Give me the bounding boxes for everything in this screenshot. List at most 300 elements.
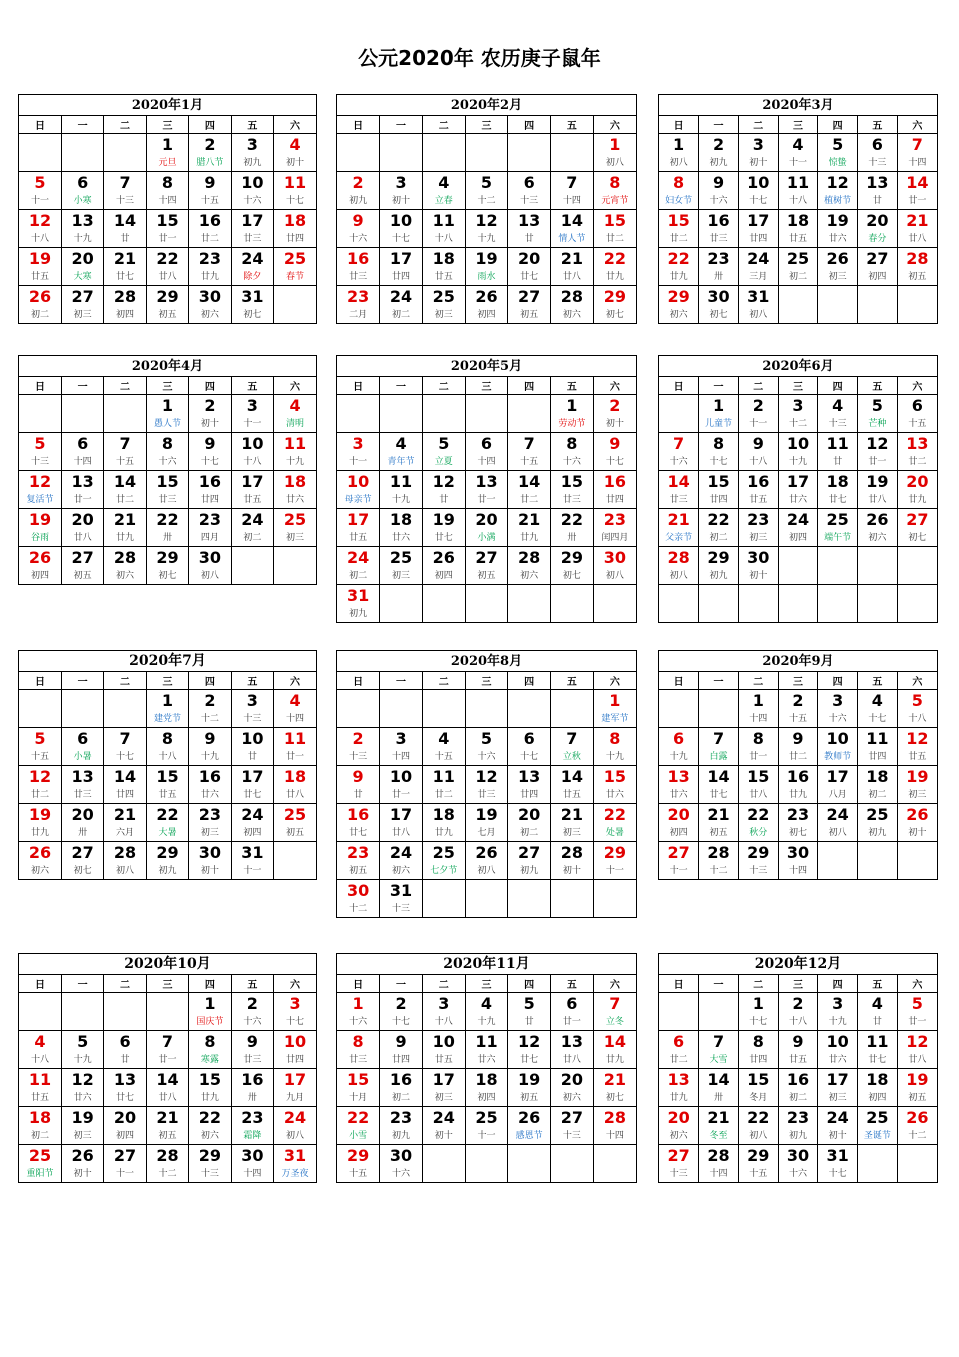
lunar-date: 初五 xyxy=(520,310,539,320)
lunar-date: 十二 xyxy=(908,1131,927,1141)
day-cell xyxy=(897,471,937,509)
day-cell xyxy=(422,766,465,804)
day-number: 26 xyxy=(906,1108,929,1127)
week-row xyxy=(659,471,937,509)
lunar-date: 廿七 xyxy=(868,1055,887,1065)
weekday-label: 三 xyxy=(778,975,818,993)
day-number: 20 xyxy=(518,805,541,824)
day-number: 18 xyxy=(28,1108,52,1127)
day-cell xyxy=(551,993,594,1031)
lunar-date: 十五 xyxy=(200,196,219,206)
day-cell xyxy=(699,547,739,585)
day-cell xyxy=(189,993,231,1031)
weekday-label: 一 xyxy=(699,975,739,993)
day-number: 6 xyxy=(480,434,493,453)
festival-label: 植树节 xyxy=(824,196,852,206)
day-number: 6 xyxy=(911,396,923,415)
day-cell xyxy=(738,210,778,248)
empty-day-cell xyxy=(61,993,103,1031)
lunar-date: 十八 xyxy=(749,457,768,467)
lunar-date: 初六 xyxy=(562,1093,581,1103)
day-number: 28 xyxy=(707,1146,730,1165)
festival-label: 寒露 xyxy=(200,1055,219,1065)
day-number: 15 xyxy=(707,472,730,491)
week-row xyxy=(659,547,937,585)
day-cell xyxy=(19,1145,61,1183)
lunar-date: 十二 xyxy=(788,419,807,429)
day-cell xyxy=(778,134,818,172)
weekday-label: 六 xyxy=(274,377,316,395)
day-cell xyxy=(19,248,61,286)
lunar-date: 廿二 xyxy=(434,790,453,800)
day-number: 24 xyxy=(432,1108,455,1127)
festival-label: 建党节 xyxy=(153,714,181,724)
day-cell xyxy=(818,248,858,286)
day-number: 24 xyxy=(389,287,413,306)
weekday-label: 日 xyxy=(19,672,61,690)
day-cell xyxy=(858,1031,898,1069)
day-number: 14 xyxy=(707,767,730,786)
month-calendar xyxy=(658,650,938,880)
festival-label: 处暑 xyxy=(605,828,624,838)
day-number: 20 xyxy=(906,472,929,491)
lunar-date: 廿一 xyxy=(158,234,177,244)
week-row xyxy=(337,880,636,918)
day-cell xyxy=(659,134,699,172)
day-cell xyxy=(422,210,465,248)
weekday-label: 六 xyxy=(274,116,316,134)
month-title: 2020年3月 xyxy=(659,95,937,116)
week-row xyxy=(19,804,316,842)
lunar-date: 廿一 xyxy=(908,196,927,206)
day-cell xyxy=(858,210,898,248)
day-cell xyxy=(19,1107,61,1145)
day-cell xyxy=(422,1031,465,1069)
day-cell xyxy=(380,286,423,324)
day-cell xyxy=(508,1069,551,1107)
lunar-date: 十六 xyxy=(243,196,262,206)
week-row xyxy=(337,1069,636,1107)
day-number: 30 xyxy=(747,548,770,567)
month-grid xyxy=(19,975,316,1182)
lunar-date: 廿六 xyxy=(788,495,807,505)
empty-day-cell xyxy=(778,286,818,324)
festival-label: 秋分 xyxy=(749,828,768,838)
lunar-date: 廿八 xyxy=(286,790,305,800)
day-cell xyxy=(508,728,551,766)
day-cell xyxy=(61,547,103,585)
lunar-date: 初三 xyxy=(392,571,411,581)
week-row xyxy=(19,172,316,210)
day-cell xyxy=(422,728,465,766)
day-cell xyxy=(61,210,103,248)
day-number: 27 xyxy=(71,843,94,862)
lunar-date: 初五 xyxy=(908,272,927,282)
weekday-label: 六 xyxy=(593,975,636,993)
lunar-date: 廿 xyxy=(524,234,534,244)
lunar-date: 十九 xyxy=(477,1017,496,1027)
day-number: 27 xyxy=(518,843,541,862)
day-cell xyxy=(231,1031,273,1069)
lunar-date: 廿 xyxy=(353,790,363,800)
lunar-date: 廿二 xyxy=(30,790,49,800)
day-cell xyxy=(897,509,937,547)
day-number: 25 xyxy=(28,1146,52,1165)
day-number: 12 xyxy=(28,767,52,786)
day-number: 26 xyxy=(71,1146,94,1165)
day-number: 3 xyxy=(246,396,258,415)
lunar-date: 廿六 xyxy=(477,1055,496,1065)
empty-day-cell xyxy=(465,134,508,172)
lunar-date: 十五 xyxy=(749,1169,768,1179)
empty-day-cell xyxy=(508,585,551,623)
lunar-date: 十四 xyxy=(392,752,411,762)
day-cell xyxy=(593,1031,636,1069)
day-number: 23 xyxy=(346,287,370,306)
day-number: 18 xyxy=(283,211,307,230)
day-cell xyxy=(380,728,423,766)
day-number: 13 xyxy=(560,1032,583,1051)
weekday-label: 一 xyxy=(61,116,103,134)
lunar-date: 十二 xyxy=(158,1169,177,1179)
festival-label: 大雪 xyxy=(709,1055,728,1065)
week-row xyxy=(19,471,316,509)
weekday-label: 日 xyxy=(659,116,699,134)
weekday-label: 六 xyxy=(897,975,937,993)
lunar-date: 廿四 xyxy=(868,752,887,762)
lunar-date: 廿九 xyxy=(669,272,688,282)
week-row xyxy=(337,1031,636,1069)
week-row xyxy=(659,728,937,766)
weekday-header-row xyxy=(19,377,316,395)
day-cell xyxy=(551,1031,594,1069)
day-cell xyxy=(231,804,273,842)
day-cell xyxy=(422,804,465,842)
lunar-date: 初五 xyxy=(709,828,728,838)
day-cell xyxy=(231,842,273,880)
empty-day-cell xyxy=(337,690,380,728)
lunar-date: 廿 xyxy=(247,752,257,762)
weekday-label: 六 xyxy=(897,377,937,395)
lunar-date: 廿八 xyxy=(562,1055,581,1065)
day-number: 26 xyxy=(28,287,52,306)
day-cell xyxy=(231,1107,273,1145)
day-number: 15 xyxy=(747,1070,770,1089)
lunar-date: 廿三 xyxy=(349,272,368,282)
empty-day-cell xyxy=(593,880,636,918)
weekday-label: 一 xyxy=(380,975,423,993)
day-cell xyxy=(699,172,739,210)
day-number: 31 xyxy=(747,287,770,306)
day-number: 20 xyxy=(71,805,94,824)
day-number: 22 xyxy=(560,510,583,529)
lunar-date: 十四 xyxy=(158,196,177,206)
lunar-date: 初八 xyxy=(828,828,847,838)
day-number: 27 xyxy=(518,287,541,306)
lunar-date: 初六 xyxy=(116,571,135,581)
weekday-label: 一 xyxy=(380,116,423,134)
day-number: 12 xyxy=(28,472,52,491)
day-cell xyxy=(380,433,423,471)
lunar-date: 廿三 xyxy=(669,495,688,505)
lunar-date: 初八 xyxy=(200,571,219,581)
day-cell xyxy=(778,433,818,471)
empty-day-cell xyxy=(508,690,551,728)
weekday-label: 二 xyxy=(104,975,146,993)
festival-label: 雨水 xyxy=(477,272,496,282)
lunar-date: 十六 xyxy=(477,752,496,762)
lunar-date: 廿四 xyxy=(200,495,219,505)
empty-day-cell xyxy=(61,395,103,433)
lunar-date: 廿九 xyxy=(30,828,49,838)
weekday-label: 五 xyxy=(551,672,594,690)
lunar-date: 十八 xyxy=(908,714,927,724)
day-cell xyxy=(897,766,937,804)
day-cell xyxy=(274,804,316,842)
day-cell xyxy=(61,248,103,286)
day-cell xyxy=(189,842,231,880)
day-number: 12 xyxy=(475,767,498,786)
day-cell xyxy=(337,547,380,585)
lunar-date: 十三 xyxy=(116,196,135,206)
lunar-date: 廿二 xyxy=(605,234,624,244)
lunar-date: 十九 xyxy=(669,752,688,762)
empty-day-cell xyxy=(858,585,898,623)
day-number: 16 xyxy=(346,805,370,824)
empty-day-cell xyxy=(380,585,423,623)
day-number: 10 xyxy=(346,472,370,491)
day-cell xyxy=(465,433,508,471)
day-number: 18 xyxy=(786,211,810,230)
day-cell xyxy=(104,766,146,804)
day-cell xyxy=(146,248,188,286)
lunar-date: 廿九 xyxy=(520,533,539,543)
lunar-date: 十五 xyxy=(788,714,807,724)
day-cell xyxy=(858,134,898,172)
lunar-date: 廿八 xyxy=(158,1093,177,1103)
festival-label: 教师节 xyxy=(824,752,852,762)
lunar-date: 初六 xyxy=(520,571,539,581)
lunar-date: 十六 xyxy=(788,1169,807,1179)
empty-day-cell xyxy=(858,1145,898,1183)
day-number: 21 xyxy=(707,1108,730,1127)
lunar-date: 廿五 xyxy=(30,1093,49,1103)
day-cell xyxy=(778,842,818,880)
lunar-date: 廿四 xyxy=(286,234,305,244)
weekday-label: 日 xyxy=(19,975,61,993)
day-number: 30 xyxy=(786,1146,810,1165)
day-number: 16 xyxy=(603,472,626,491)
lunar-date: 廿 xyxy=(872,196,882,206)
day-cell xyxy=(465,804,508,842)
day-number: 30 xyxy=(603,548,626,567)
day-cell xyxy=(551,286,594,324)
day-number: 4 xyxy=(832,396,844,415)
day-cell xyxy=(337,286,380,324)
lunar-date: 初三 xyxy=(286,533,305,543)
lunar-date: 冬月 xyxy=(749,1093,768,1103)
day-number: 24 xyxy=(283,1108,307,1127)
empty-day-cell xyxy=(146,993,188,1031)
lunar-date: 十三 xyxy=(243,714,262,724)
day-cell xyxy=(858,248,898,286)
lunar-date: 初九 xyxy=(868,828,887,838)
weekday-label: 四 xyxy=(189,377,231,395)
day-cell xyxy=(380,509,423,547)
lunar-date: 卅 xyxy=(714,272,724,282)
weekday-label: 五 xyxy=(858,975,898,993)
day-number: 26 xyxy=(866,510,889,529)
lunar-date: 十五 xyxy=(520,457,539,467)
week-row xyxy=(19,1031,316,1069)
day-cell xyxy=(422,471,465,509)
festival-label: 小满 xyxy=(477,533,496,543)
day-number: 8 xyxy=(566,434,578,453)
day-cell xyxy=(146,766,188,804)
day-number: 1 xyxy=(161,691,174,710)
month-title: 2020年11月 xyxy=(337,954,636,975)
week-row xyxy=(337,1145,636,1183)
lunar-date: 十九 xyxy=(788,457,807,467)
empty-day-cell xyxy=(508,1145,551,1183)
day-cell xyxy=(104,248,146,286)
day-number: 13 xyxy=(667,767,690,786)
weekday-label: 日 xyxy=(337,975,380,993)
day-cell xyxy=(380,210,423,248)
day-number: 21 xyxy=(113,510,137,529)
empty-day-cell xyxy=(659,395,699,433)
day-number: 12 xyxy=(906,729,929,748)
empty-day-cell xyxy=(465,880,508,918)
day-cell xyxy=(274,134,316,172)
day-cell xyxy=(380,547,423,585)
weekday-label: 四 xyxy=(189,975,231,993)
day-number: 17 xyxy=(241,211,264,230)
lunar-date: 十四 xyxy=(477,457,496,467)
day-number: 10 xyxy=(432,1032,455,1051)
weekday-label: 三 xyxy=(146,672,188,690)
day-cell xyxy=(593,210,636,248)
day-number: 20 xyxy=(667,1108,690,1127)
day-number: 5 xyxy=(34,434,46,453)
festival-label: 建军节 xyxy=(601,714,629,724)
lunar-date: 十六 xyxy=(243,1017,262,1027)
weekday-label: 日 xyxy=(659,672,699,690)
day-cell xyxy=(699,210,739,248)
day-cell xyxy=(104,471,146,509)
day-number: 24 xyxy=(826,805,849,824)
day-number: 13 xyxy=(113,1070,137,1089)
festival-label: 万圣夜 xyxy=(281,1169,309,1179)
day-cell xyxy=(274,993,316,1031)
lunar-date: 初二 xyxy=(349,571,368,581)
day-cell xyxy=(274,690,316,728)
day-cell xyxy=(146,547,188,585)
day-number: 31 xyxy=(389,881,413,900)
day-number: 10 xyxy=(283,1032,307,1051)
day-number: 2 xyxy=(204,396,216,415)
festival-label: 圣诞节 xyxy=(863,1131,891,1141)
day-cell xyxy=(699,804,739,842)
weekday-label: 三 xyxy=(778,377,818,395)
day-cell xyxy=(699,395,739,433)
day-cell xyxy=(465,1069,508,1107)
lunar-date: 十一 xyxy=(669,866,688,876)
lunar-date: 廿二 xyxy=(116,495,135,505)
day-cell xyxy=(189,1069,231,1107)
day-number: 24 xyxy=(786,510,810,529)
day-cell xyxy=(274,395,316,433)
month-calendar xyxy=(336,355,637,623)
day-cell xyxy=(189,286,231,324)
day-cell xyxy=(61,471,103,509)
day-cell xyxy=(699,471,739,509)
festival-label: 大寒 xyxy=(73,272,92,282)
lunar-date: 廿四 xyxy=(709,495,728,505)
day-number: 10 xyxy=(786,434,810,453)
day-cell xyxy=(738,1031,778,1069)
weekday-label: 四 xyxy=(508,377,551,395)
lunar-date: 十八 xyxy=(434,1017,453,1027)
day-cell xyxy=(738,172,778,210)
day-number: 14 xyxy=(518,472,541,491)
lunar-date: 初五 xyxy=(349,866,368,876)
lunar-date: 八月 xyxy=(828,790,847,800)
day-cell xyxy=(738,248,778,286)
lunar-date: 廿九 xyxy=(605,272,624,282)
day-cell xyxy=(61,172,103,210)
lunar-date: 十四 xyxy=(908,158,927,168)
day-cell xyxy=(551,433,594,471)
day-number: 1 xyxy=(566,396,578,415)
lunar-date: 十三 xyxy=(669,1169,688,1179)
day-number: 1 xyxy=(352,994,364,1013)
day-cell xyxy=(738,509,778,547)
day-number: 29 xyxy=(346,1146,370,1165)
day-cell xyxy=(146,1107,188,1145)
day-number: 25 xyxy=(432,843,455,862)
weekday-label: 二 xyxy=(738,672,778,690)
day-cell xyxy=(189,248,231,286)
lunar-date: 廿八 xyxy=(562,272,581,282)
empty-day-cell xyxy=(659,993,699,1031)
day-cell xyxy=(189,1107,231,1145)
day-cell xyxy=(380,1145,423,1183)
day-cell xyxy=(551,842,594,880)
lunar-date: 十六 xyxy=(709,196,728,206)
day-number: 15 xyxy=(198,1070,222,1089)
weekday-header-row xyxy=(337,975,636,993)
lunar-date: 廿七 xyxy=(243,790,262,800)
day-cell xyxy=(858,433,898,471)
lunar-date: 廿一 xyxy=(392,790,411,800)
day-number: 14 xyxy=(560,767,583,786)
day-number: 29 xyxy=(198,1146,222,1165)
day-number: 20 xyxy=(71,510,94,529)
day-cell xyxy=(104,509,146,547)
day-number: 21 xyxy=(518,510,541,529)
lunar-date: 廿四 xyxy=(605,495,624,505)
day-number: 19 xyxy=(906,1070,929,1089)
month-grid xyxy=(659,672,937,879)
weekday-label: 六 xyxy=(593,672,636,690)
week-row xyxy=(337,509,636,547)
festival-label: 白露 xyxy=(709,752,728,762)
festival-label: 青年节 xyxy=(387,457,415,467)
weekday-label: 二 xyxy=(738,377,778,395)
day-number: 8 xyxy=(673,173,685,192)
lunar-date: 廿二 xyxy=(788,752,807,762)
